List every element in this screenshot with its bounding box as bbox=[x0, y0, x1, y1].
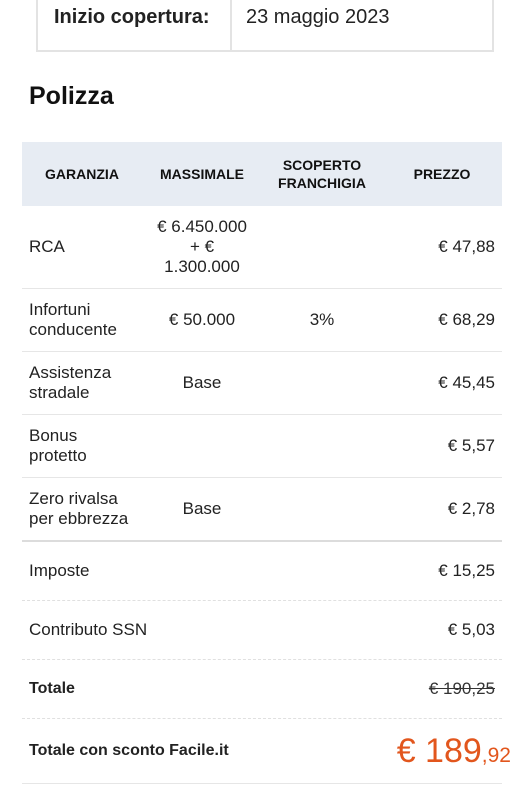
coverage-start-box bbox=[36, 0, 494, 52]
row-garanzia-line2: protetto bbox=[29, 446, 87, 465]
table-row-rca bbox=[22, 206, 502, 289]
discount-total-cents: ,92 bbox=[481, 743, 511, 767]
coverage-start-value: 23 maggio 2023 bbox=[246, 6, 390, 28]
row-prezzo: € 45,45 bbox=[438, 373, 495, 392]
row-garanzia-line2: conducente bbox=[29, 320, 117, 339]
row-massimale: € 50.000 bbox=[168, 310, 236, 329]
row-imposte-prezzo: € 15,25 bbox=[438, 561, 495, 580]
row-garanzia: RCA bbox=[29, 237, 65, 256]
row-totale-sconto-label: Totale con sconto Facile.it bbox=[29, 742, 229, 759]
row-garanzia-line1: Zero rivalsa bbox=[29, 489, 118, 508]
row-garanzia bbox=[22, 363, 142, 403]
row-garanzia-line2: stradale bbox=[29, 383, 90, 402]
section-title: Polizza bbox=[29, 82, 114, 110]
table-header bbox=[22, 142, 502, 206]
table-row-bonus bbox=[22, 415, 502, 478]
row-prezzo: € 47,88 bbox=[438, 237, 495, 256]
header-massimale: MASSIMALE bbox=[160, 166, 244, 182]
header-garanzia: GARANZIA bbox=[45, 166, 119, 182]
row-garanzia bbox=[22, 489, 142, 529]
discount-total-price bbox=[397, 732, 511, 771]
table-row-totale bbox=[22, 660, 502, 719]
row-garanzia-line1: Bonus bbox=[29, 426, 78, 445]
table-row-infortuni bbox=[22, 289, 502, 352]
row-massimale: Base bbox=[182, 373, 222, 392]
discount-total-main: € 189 bbox=[396, 731, 482, 770]
header-scoperto-line2: FRANCHIGIA bbox=[278, 175, 366, 191]
row-massimale-line2: + € bbox=[189, 237, 215, 256]
row-imposte-label: Imposte bbox=[29, 561, 90, 580]
table-row-imposte bbox=[22, 542, 502, 601]
row-totale-label: Totale bbox=[29, 680, 75, 697]
table-row-zero-rivalsa bbox=[22, 478, 502, 542]
header-prezzo: PREZZO bbox=[413, 166, 471, 182]
table-row-totale-sconto bbox=[22, 719, 511, 784]
row-massimale bbox=[142, 217, 262, 277]
row-garanzia-line1: Infortuni bbox=[29, 300, 91, 319]
row-contributo-label: Contributo SSN bbox=[29, 620, 148, 639]
row-massimale-line1: € 6.450.000 bbox=[157, 217, 247, 236]
header-scoperto-line1: SCOPERTO bbox=[282, 157, 362, 173]
table-row-contributo bbox=[22, 601, 502, 660]
row-totale-prezzo: € 190,25 bbox=[428, 679, 495, 698]
coverage-start-label: Inizio copertura: bbox=[38, 0, 232, 50]
row-massimale: Base bbox=[182, 499, 222, 518]
row-scoperto: 3% bbox=[309, 310, 335, 329]
row-garanzia-line2: per ebbrezza bbox=[29, 509, 129, 528]
row-garanzia bbox=[22, 426, 142, 466]
table-row-assistenza bbox=[22, 352, 502, 415]
row-massimale-line3: 1.300.000 bbox=[164, 257, 240, 276]
row-prezzo: € 5,57 bbox=[447, 436, 495, 455]
row-contributo-prezzo: € 5,03 bbox=[447, 620, 495, 639]
row-prezzo: € 68,29 bbox=[438, 310, 495, 329]
row-garanzia-line1: Assistenza bbox=[29, 363, 112, 382]
row-prezzo: € 2,78 bbox=[447, 499, 495, 518]
row-garanzia bbox=[22, 300, 142, 340]
policy-table bbox=[22, 142, 511, 784]
header-scoperto bbox=[262, 156, 382, 192]
